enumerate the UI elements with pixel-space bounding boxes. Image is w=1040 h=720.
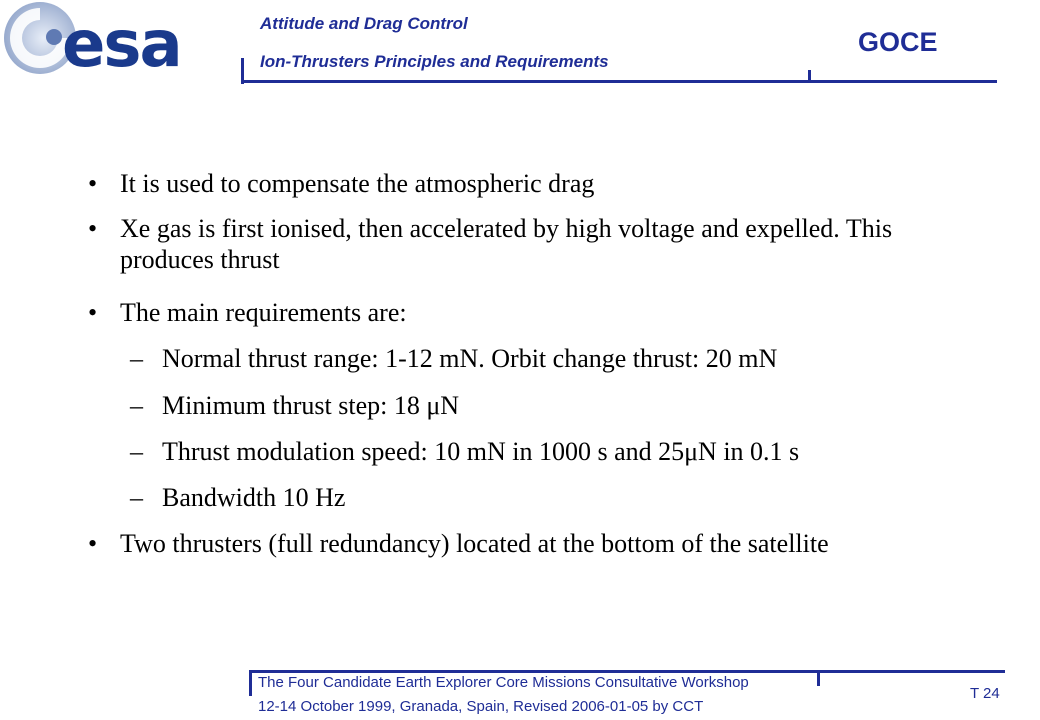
footer-rule	[249, 670, 1005, 673]
header-title: Attitude and Drag Control	[260, 14, 468, 33]
sub-bullet-marker: –	[130, 483, 143, 512]
bullet-text: Xe gas is first ionised, then accelerated by high voltage and expelled. This produces thrust	[120, 214, 893, 274]
footer-workshop: The Four Candidate Earth Explorer Core Missions Consultative Workshop	[258, 674, 749, 691]
logo-wordmark: esa	[62, 8, 181, 82]
bullet-text: It is used to compensate the atmospheric drag	[120, 169, 595, 198]
bullet-marker: •	[88, 298, 98, 327]
sub-bullet-marker: –	[130, 344, 143, 373]
sub-bullet-marker: –	[130, 391, 143, 420]
bullet-text: The main requirements are:	[120, 298, 407, 327]
sub-bullet-marker: –	[130, 437, 143, 466]
header-subtitle: Ion-Thrusters Principles and Requirements	[260, 52, 609, 71]
footer-date: 12-14 October 1999, Granada, Spain, Revised 2006-01-05 by CCT	[258, 698, 704, 715]
bullet-marker: •	[88, 214, 98, 243]
sub-bullet-text: Thrust modulation speed: 10 mN in 1000 s and 25μN in 0.1 s	[162, 437, 800, 466]
sub-bullet-text: Normal thrust range: 1-12 mN. Orbit change thrust: 20 mN	[162, 344, 778, 373]
mission-name: GOCE	[858, 27, 938, 57]
sub-bullet-text: Bandwidth 10 Hz	[162, 483, 346, 512]
sub-bullet-text: Minimum thrust step: 18 μN	[162, 391, 460, 420]
bullet-text: Two thrusters (full redundancy) located at the bottom of the satellite	[120, 529, 829, 558]
footer-left-tick	[249, 670, 252, 696]
bullet-marker: •	[88, 169, 98, 198]
page-number: T 24	[970, 685, 1000, 702]
bullet-marker: •	[88, 529, 98, 558]
footer-mid-tick	[817, 670, 820, 686]
